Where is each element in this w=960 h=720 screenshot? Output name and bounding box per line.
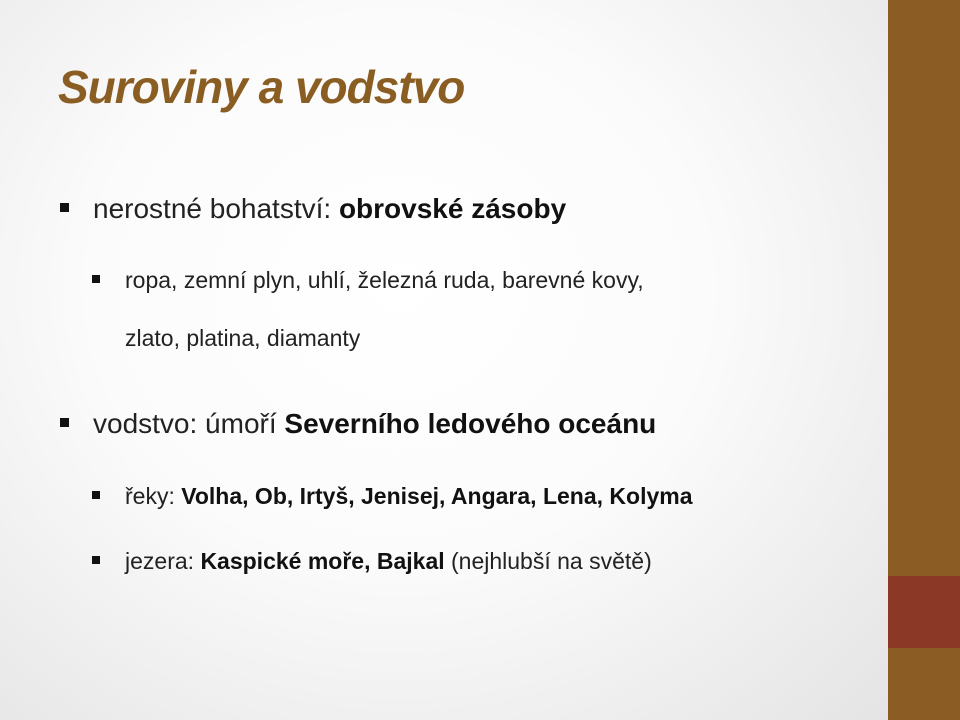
bullet-bold-text: Volha, Ob, Irtyš, Jenisej, Angara, Lena, Kolyma (181, 483, 693, 509)
bullet-text: jezera: (125, 548, 201, 574)
bullet-text: vodstvo: úmoří (93, 408, 285, 439)
bullet-waters (60, 408, 656, 440)
bullet-mineral-wealth (60, 193, 566, 225)
square-bullet-icon (60, 203, 69, 212)
subbullet-rivers (92, 483, 693, 510)
bullet-text: řeky: (125, 483, 182, 509)
subbullet-resources-continuation: zlato, platina, diamanty (125, 325, 361, 351)
square-bullet-icon (60, 418, 69, 427)
square-bullet-icon (92, 491, 100, 499)
square-bullet-icon (92, 275, 100, 283)
bullet-bold-text: Severního ledového oceánu (284, 408, 657, 439)
bullet-tail-text: (nejhlubší na světě) (444, 548, 652, 574)
slide-title: Suroviny a vodstvo (58, 61, 465, 113)
bullet-text: ropa, zemní plyn, uhlí, železná ruda, barevné kovy, (125, 267, 644, 293)
bullet-bold-text: Kaspické moře, Bajkal (200, 548, 445, 574)
subbullet-resources (92, 267, 644, 294)
bullet-text: nerostné bohatství: (93, 193, 339, 224)
square-bullet-icon (92, 556, 100, 564)
side-accent-block (888, 576, 960, 648)
subbullet-lakes (92, 548, 652, 575)
bullet-bold-text: obrovské zásoby (338, 193, 567, 224)
